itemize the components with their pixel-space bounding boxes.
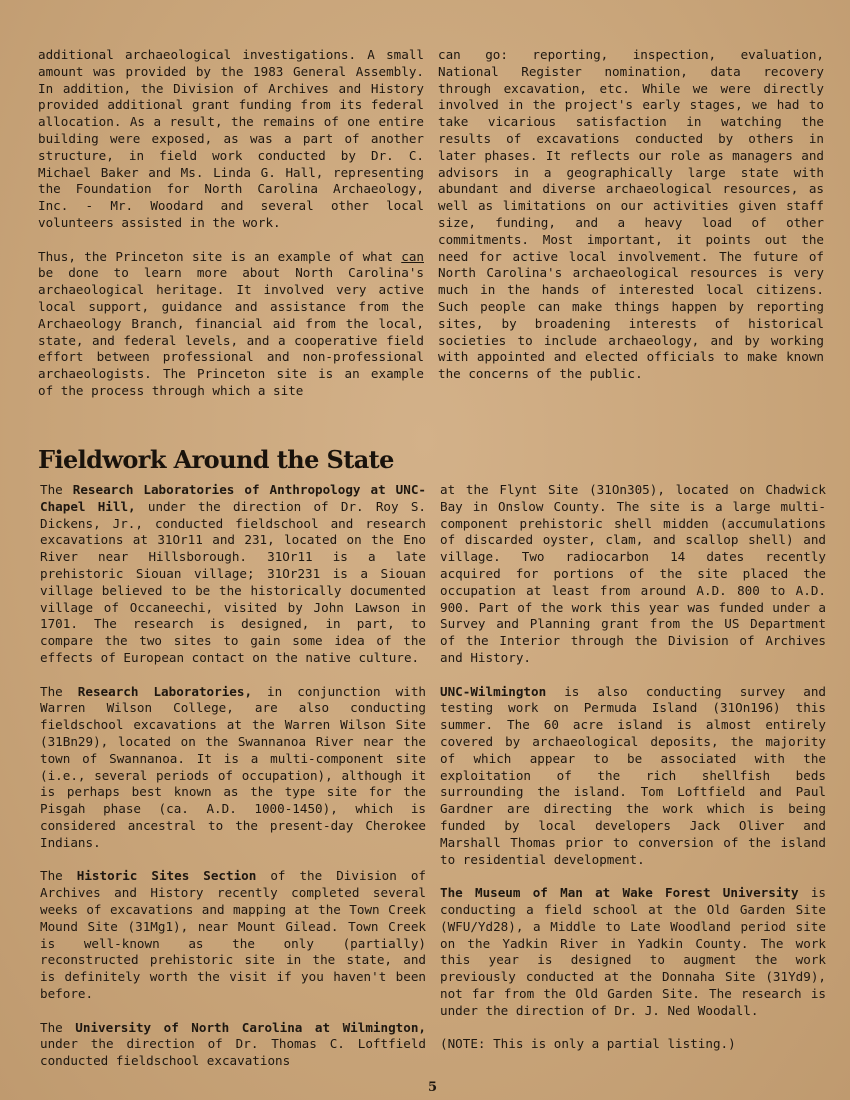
text-span: The — [40, 683, 78, 699]
text-span: The — [40, 868, 77, 884]
text-span: under the direction of Dr. Roy S. Dickens, Jr., conducted fieldschool and research excavations at 31Or11 and 231, located on the Eno River near Hillsborough. 31Or11 is a late prehistoric Siouan village; 31Or231 is a Siouan village believed to be the historically documented village of Occaneechi, visited by John Lawson in 1701. The research is designed, in part, to compare the two sites to gain some idea of the effects of European contact on the native culture. — [40, 498, 426, 665]
paragraph: can go: reporting, inspection, evaluation, National Register nomination, data recovery through excavation, etc. While we were directly involved in the project's early stages, we had to take vicarious satisfaction in watching the results of excavations conducted by others in later phases. It reflects our role as managers and advisors in a geographically large state with abundant and diverse archaeological resources, as well as limitations on our activities given staff size, funding, and a heavy load of other commitments. Most important, it points out the need for active local involvement. The future of North Carolina's archaeological resources is very much in the hands of interested local citizens. Such people can make things happen by reporting sites, by broadening interests of historical societies to include archaeology, and by working with appointed and elected officials to make known the concerns of the public. — [438, 47, 824, 382]
paragraph — [440, 684, 826, 869]
paragraph: additional archaeological investigations. A small amount was provided by the 1983 General Assembly. In addition, the Division of Archives and History provided additional grant funding from its federal allocation. As a result, the remains of one entire building were exposed, as was a part of another structure, in field work conducted by Dr. C. Michael Baker and Ms. Linda G. Hall, representing the Foundation for North Carolina Archaeology, Inc. - Mr. Woodard and several other local volunteers assisted in the work. — [38, 47, 424, 230]
paragraph — [40, 482, 426, 667]
underlined-word: can — [401, 248, 424, 264]
text-span: The — [40, 1019, 76, 1035]
text-span: is also conducting survey and testing work on Permuda Island (31On196) this summer. The 60 acre island is almost entirely covered by archaeological deposits, the majority of which appear to be associated with the exploitation of the rich shellfish beds surrounding the island. Tom Loftfield and Paul Gardner are directing the work which is being funded by local developers Jack Oliver and Marshall Thomas prior to conversion of the island to residential development. — [440, 683, 826, 867]
bottom-left-column — [40, 482, 426, 1087]
bold-label: UNC-Wilmington — [440, 683, 547, 699]
text-span: Thus, the Princeton site is an example of what — [38, 248, 402, 264]
paragraph — [38, 249, 424, 400]
paragraph: at the Flynt Site (31On305), located on Chadwick Bay in Onslow County. The site is a large multi-component prehistoric shell midden (accumulations of discarded oyster, clam, and scallop shell) and village. Two radiocarbon 14 dates recently acquired for portions of the site placed the occupation at least from around A.D. 800 to A.D. 900. Part of the work this year was funded under a Survey and Planning grant from the US Department of the Interior through the Division of Archives and History. — [440, 482, 826, 665]
bold-label: Research Laboratories, — [77, 683, 253, 699]
section-heading: Fieldwork Around the State — [38, 445, 394, 474]
text-span: The — [40, 482, 73, 497]
bold-label: Research Laboratories of Anthropology at UNC-Chapel Hill, — [40, 482, 426, 514]
text-span: in conjunction with Warren Wilson College, are also conducting fieldschool excavations at the Warren Wilson Site (31Bn29), located on the Swannanoa River near the town of Swannanoa. It is a multi-component site (i.e., several periods of occupation), although it is perhaps best known as the type site for the Pisgah phase (ca. A.D. 1000-1450), which is considered ancestral to the present-day Cherokee Indians. — [40, 683, 426, 850]
page-number: 5 — [428, 1080, 438, 1095]
note: (NOTE: This is only a partial listing.) — [440, 1036, 736, 1052]
text-span: of the Division of Archives and History recently completed several weeks of excavations and mapping at the Town Creek Mound Site (31Mg1), near Mount Gilead. Town Creek is well-known as the only (partially) reconstructed prehistoric site in the state, and is definitely worth the visit if you haven't been before. — [40, 868, 426, 1001]
top-left-column — [38, 47, 424, 417]
top-right-column — [438, 47, 824, 400]
bold-label: Historic Sites Section — [76, 868, 257, 884]
bold-label: University of North Carolina at Wilmington, — [75, 1019, 426, 1035]
text-span: is conducting a field school at the Old Garden Site (WFU/Yd28), a Middle to Late Woodland period site on the Yadkin River in Yadkin County. The work this year is designed to augment the work previously conducted at the Donnaha Site (31Yd9), not far from the Old Garden Site. The research is under the direction of Dr. J. Ned Woodall. — [440, 885, 827, 1018]
text-span: be done to learn more about North Carolina's archaeological heritage. It involved very active local support, guidance and assistance from the Archaeology Branch, financial aid from the local, state, and federal levels, and a cooperative field effort between professional and non-professional archaeologists. The Princeton site is an example of the process through which a site — [38, 265, 424, 398]
text-span: under the direction of Dr. Thomas C. Loftfield conducted fieldschool excavations — [40, 1036, 426, 1069]
paragraph — [40, 1020, 426, 1070]
bottom-right-column — [440, 482, 826, 1070]
paragraph — [440, 885, 826, 1019]
paragraph — [40, 684, 426, 852]
paragraph — [40, 868, 426, 1002]
bold-label: The Museum of Man at Wake Forest University — [440, 885, 799, 901]
